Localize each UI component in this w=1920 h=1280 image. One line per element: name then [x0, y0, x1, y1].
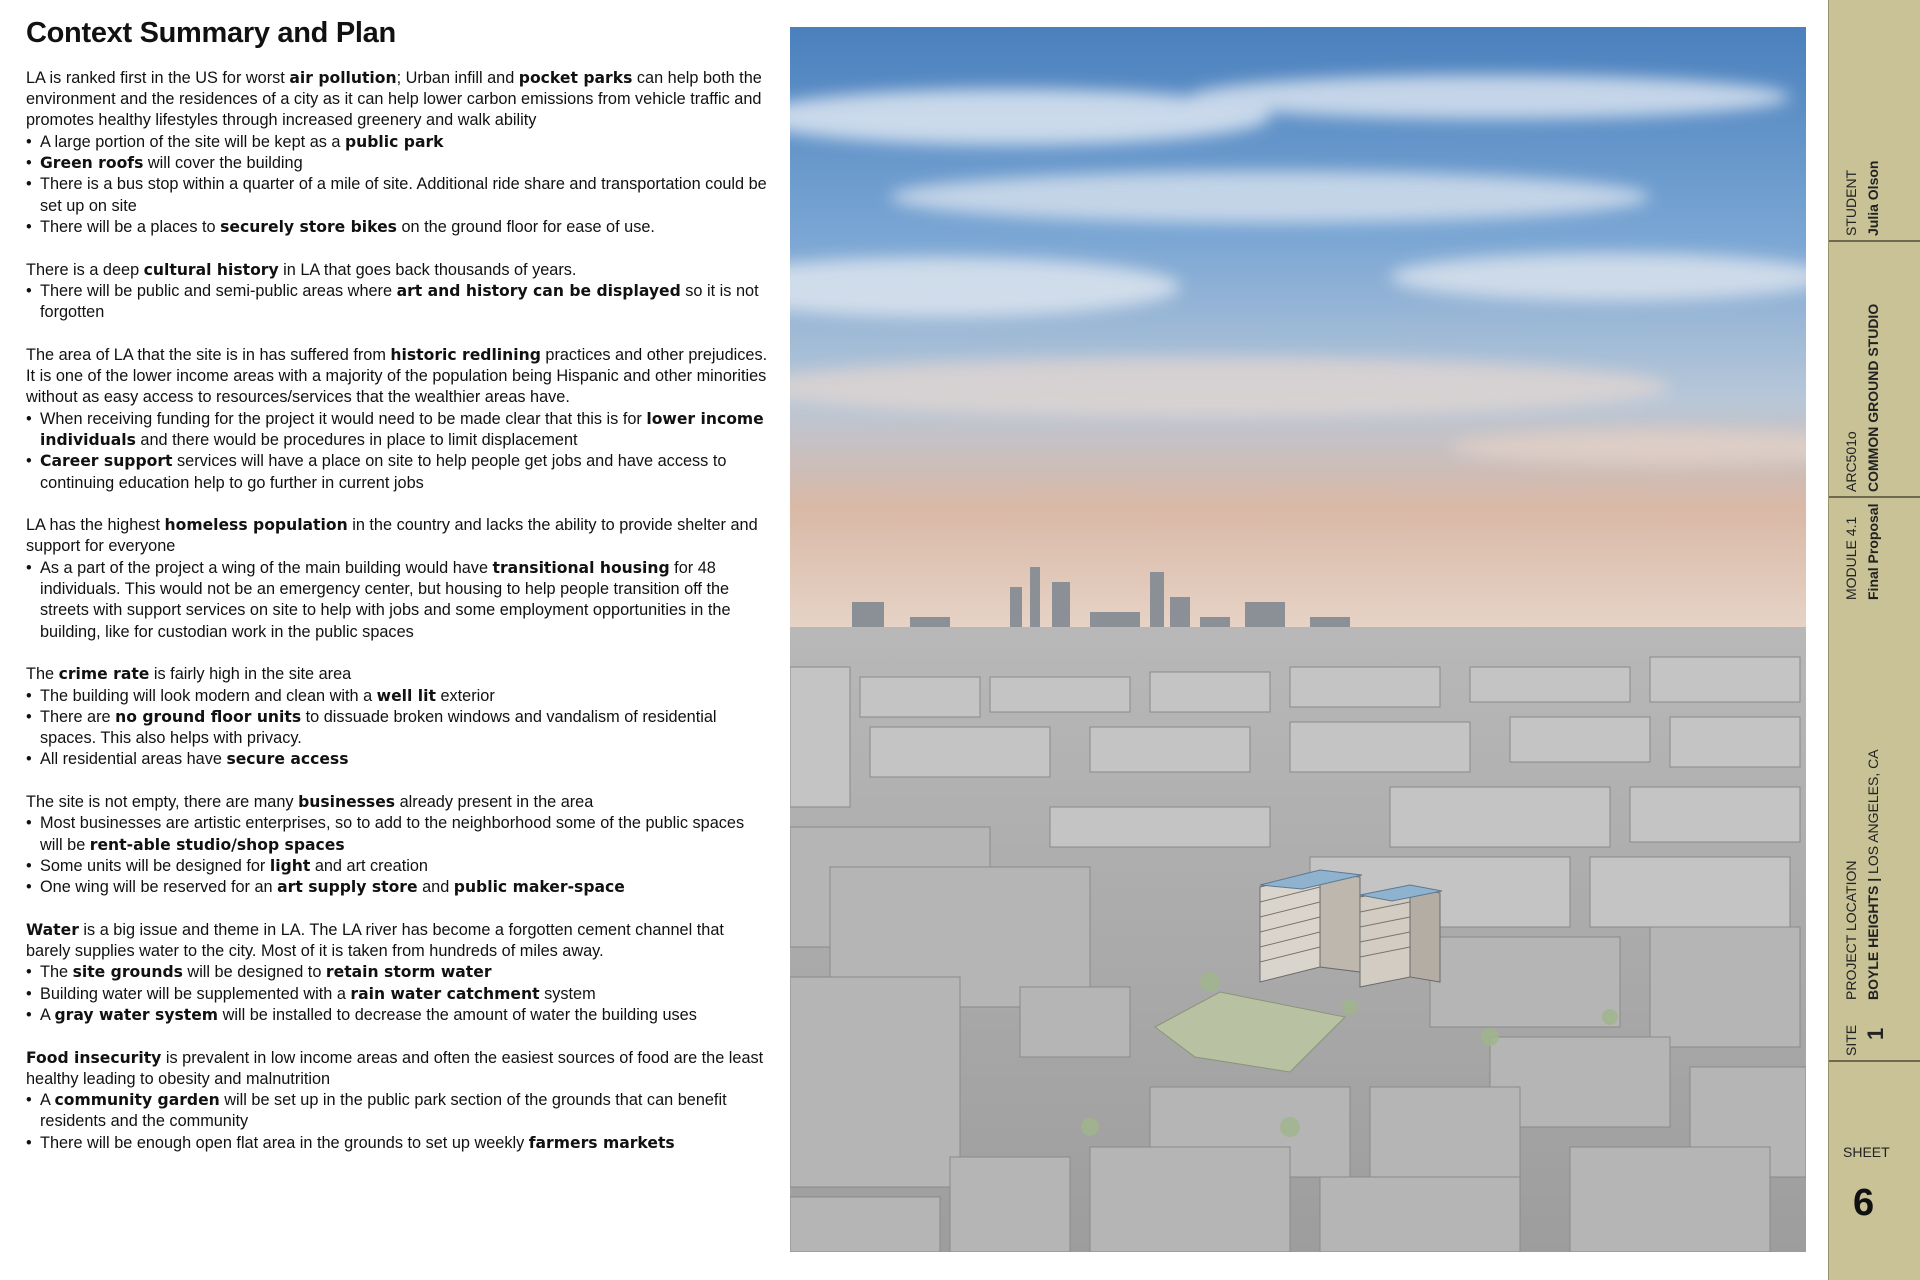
- context-section: [26, 1048, 771, 1154]
- bold-phrase: public maker-space: [453, 878, 625, 897]
- text-run: The site is not empty, there are many: [26, 792, 299, 811]
- text-run: The: [26, 665, 59, 684]
- title-block-divider: [1829, 240, 1920, 242]
- location-city: LOS ANGELES, CA: [1865, 749, 1881, 874]
- location-name: [1865, 749, 1881, 1000]
- bold-phrase: farmers markets: [528, 1133, 675, 1152]
- bold-phrase: businesses: [298, 792, 396, 811]
- text-run: will cover the building: [143, 154, 303, 173]
- text-run: The area of LA that the site is in has suffered from: [26, 345, 391, 364]
- text-run: and art creation: [310, 856, 428, 875]
- bold-phrase: light: [269, 856, 311, 875]
- bullet-item: [26, 877, 771, 898]
- bold-phrase: well lit: [376, 686, 436, 705]
- site-number: 1: [1863, 1027, 1888, 1040]
- bold-phrase: securely store bikes: [220, 217, 397, 236]
- text-run: so it is not forgotten: [40, 281, 759, 322]
- bold-phrase: community garden: [54, 1091, 220, 1110]
- proposed-building: [1260, 870, 1442, 987]
- sheet-label: SHEET: [1843, 1144, 1890, 1160]
- text-run: and there would be procedures in place to limit displacement: [135, 430, 578, 449]
- text-run: in the country and lacks the ability to provide shelter and support for everyone: [26, 516, 758, 556]
- text-run: Some units will be designed for: [40, 856, 270, 875]
- text-run: There is a bus stop within a quarter of a mile of site. Additional ride share and transportation could be set up on site: [40, 175, 767, 215]
- bullet-item: [26, 984, 771, 1005]
- location-label: PROJECT LOCATION: [1843, 860, 1859, 1000]
- course-code: ARC501o: [1843, 431, 1859, 492]
- text-run: A: [40, 1091, 55, 1110]
- aerial-rendering-image: [790, 27, 1806, 1252]
- section-paragraph: [26, 920, 771, 963]
- text-run: There is a deep: [26, 260, 144, 279]
- bold-phrase: historic redlining: [390, 345, 541, 364]
- location-neighborhood: BOYLE HEIGHTS: [1865, 885, 1881, 1000]
- text-run: A: [40, 1005, 55, 1024]
- text-run: to dissuade broken windows and vandalism of residential spaces. This also helps with privacy.: [40, 707, 717, 748]
- context-section: [26, 792, 771, 898]
- text-run: The: [40, 963, 73, 982]
- bullet-item: [26, 1090, 771, 1133]
- title-block-divider: [1829, 496, 1920, 498]
- bullet-item: [26, 132, 771, 153]
- bullet-item: [26, 962, 771, 983]
- bullet-item: [26, 1005, 771, 1026]
- bold-phrase: homeless population: [164, 516, 348, 535]
- section-paragraph: [26, 260, 771, 281]
- text-run: services will have a place on site to help people get jobs and have access to continuing education help to go further in current jobs: [40, 452, 727, 492]
- context-section: [26, 68, 771, 238]
- text-run: LA has the highest: [26, 516, 165, 535]
- bullet-item: [26, 856, 771, 877]
- text-run: exterior: [435, 686, 495, 705]
- bullet-item: [26, 686, 771, 707]
- bullet-item: [26, 409, 771, 452]
- site-label: SITE: [1843, 1024, 1859, 1056]
- context-section: [26, 664, 771, 770]
- text-run: A large portion of the site will be kept as a: [40, 132, 345, 151]
- text-run: LA is ranked first in the US for worst: [26, 68, 290, 87]
- section-paragraph: [26, 1048, 771, 1091]
- bold-phrase: secure access: [226, 750, 349, 769]
- bold-phrase: rent-able studio/shop spaces: [89, 835, 345, 854]
- context-section: [26, 260, 771, 324]
- bullet-item: [26, 707, 771, 750]
- location-separator: |: [1865, 873, 1881, 882]
- text-run: There will be public and semi-public areas where: [40, 281, 397, 300]
- module-label: MODULE 4.1: [1843, 516, 1859, 600]
- bold-phrase: cultural history: [143, 260, 279, 279]
- text-run: will be designed to: [182, 963, 326, 982]
- context-section: [26, 515, 771, 643]
- student-label: STUDENT: [1843, 169, 1859, 236]
- context-section: [26, 920, 771, 1026]
- section-paragraph: [26, 345, 771, 409]
- aerial-rendering: [790, 27, 1806, 1252]
- bold-phrase: pocket parks: [518, 68, 633, 87]
- text-run: for 48 individuals. This would not be an emergency center, but housing to help people transition off the streets with support services on site to help with jobs and some employment opportunities in the building, like for custodian work in the public spaces: [40, 558, 731, 641]
- text-run: is fairly high in the site area: [149, 665, 352, 684]
- bold-phrase: retain storm water: [325, 963, 492, 982]
- text-run: will be set up in the public park section of the grounds that can benefit residents and the community: [40, 1091, 727, 1131]
- text-run: can help both the environment and the residences of a city as it can help lower carbon emissions from vehicle traffic and promotes healthy lifestyles through increased greenery and walk ability: [26, 68, 762, 130]
- text-run: All residential areas have: [40, 750, 227, 769]
- section-paragraph: [26, 515, 771, 558]
- bold-phrase: gray water system: [54, 1005, 219, 1024]
- bold-phrase: rain water catchment: [350, 984, 540, 1003]
- text-run: system: [539, 984, 596, 1003]
- page-title: Context Summary and Plan: [26, 17, 396, 49]
- bold-phrase: Career support: [40, 452, 173, 471]
- bullet-item: [26, 749, 771, 770]
- text-run: practices and other prejudices. It is one of the lower income areas with a majority of the population being Hispanic and other minorities without as easy access to resources/services that the wealthier areas have.: [26, 345, 768, 407]
- bold-phrase: art and history can be displayed: [396, 281, 681, 300]
- bold-phrase: Green roofs: [40, 154, 144, 173]
- title-block: [1828, 0, 1920, 1280]
- bold-phrase: crime rate: [58, 665, 150, 684]
- section-paragraph: [26, 664, 771, 685]
- bullet-item: [26, 281, 771, 324]
- bullet-item: [26, 558, 771, 643]
- text-run: As a part of the project a wing of the main building would have: [40, 558, 493, 577]
- bold-phrase: lower income individuals: [40, 409, 764, 449]
- bold-phrase: Water: [26, 920, 79, 939]
- bullet-item: [26, 217, 771, 238]
- text-run: already present in the area: [395, 792, 594, 811]
- text-run: Most businesses are artistic enterprises, so to add to the neighborhood some of the public spaces will be: [40, 814, 745, 854]
- text-run: on the ground floor for ease of use.: [396, 217, 655, 236]
- bullet-item: [26, 451, 771, 494]
- bullet-item: [26, 174, 771, 217]
- bold-phrase: public park: [345, 132, 444, 151]
- text-column: [26, 18, 771, 1175]
- text-run: and: [417, 878, 454, 897]
- studio-name: COMMON GROUND STUDIO: [1865, 303, 1881, 492]
- bold-phrase: air pollution: [289, 68, 397, 87]
- text-run: There are: [40, 707, 116, 726]
- text-run: Building water will be supplemented with a: [40, 984, 351, 1003]
- bold-phrase: Food insecurity: [26, 1048, 162, 1067]
- context-section: [26, 345, 771, 494]
- text-run: is a big issue and theme in LA. The LA river has become a forgotten cement channel that barely supplies water to the city. Most of it is taken from hundreds of miles away.: [26, 920, 724, 961]
- bullet-item: [26, 153, 771, 174]
- title-block-divider: [1829, 1060, 1920, 1062]
- bold-phrase: no ground floor units: [115, 707, 302, 726]
- bold-phrase: site grounds: [72, 963, 183, 982]
- student-name: Julia Olson: [1865, 160, 1881, 236]
- text-run: One wing will be reserved for an: [40, 878, 278, 897]
- sections: [26, 68, 771, 1154]
- text-run: will be installed to decrease the amount of water the building uses: [218, 1005, 697, 1024]
- text-run: When receiving funding for the project it would need to be made clear that this is for: [40, 409, 647, 428]
- text-run: There will be a places to: [40, 217, 221, 236]
- text-run: ; Urban infill and: [396, 68, 519, 87]
- module-name: Final Proposal: [1865, 503, 1881, 600]
- bullet-item: [26, 813, 771, 856]
- text-run: is prevalent in low income areas and often the easiest sources of food are the least healthy leading to obesity and malnutrition: [26, 1048, 764, 1088]
- section-paragraph: [26, 792, 771, 813]
- text-run: in LA that goes back thousands of years.: [278, 260, 577, 279]
- bold-phrase: transitional housing: [492, 558, 670, 577]
- text-run: There will be enough open flat area in the grounds to set up weekly: [40, 1133, 529, 1152]
- bullet-item: [26, 1133, 771, 1154]
- text-run: The building will look modern and clean with a: [40, 686, 377, 705]
- section-paragraph: [26, 68, 771, 132]
- bold-phrase: art supply store: [277, 878, 418, 897]
- sheet-number: 6: [1853, 1182, 1875, 1224]
